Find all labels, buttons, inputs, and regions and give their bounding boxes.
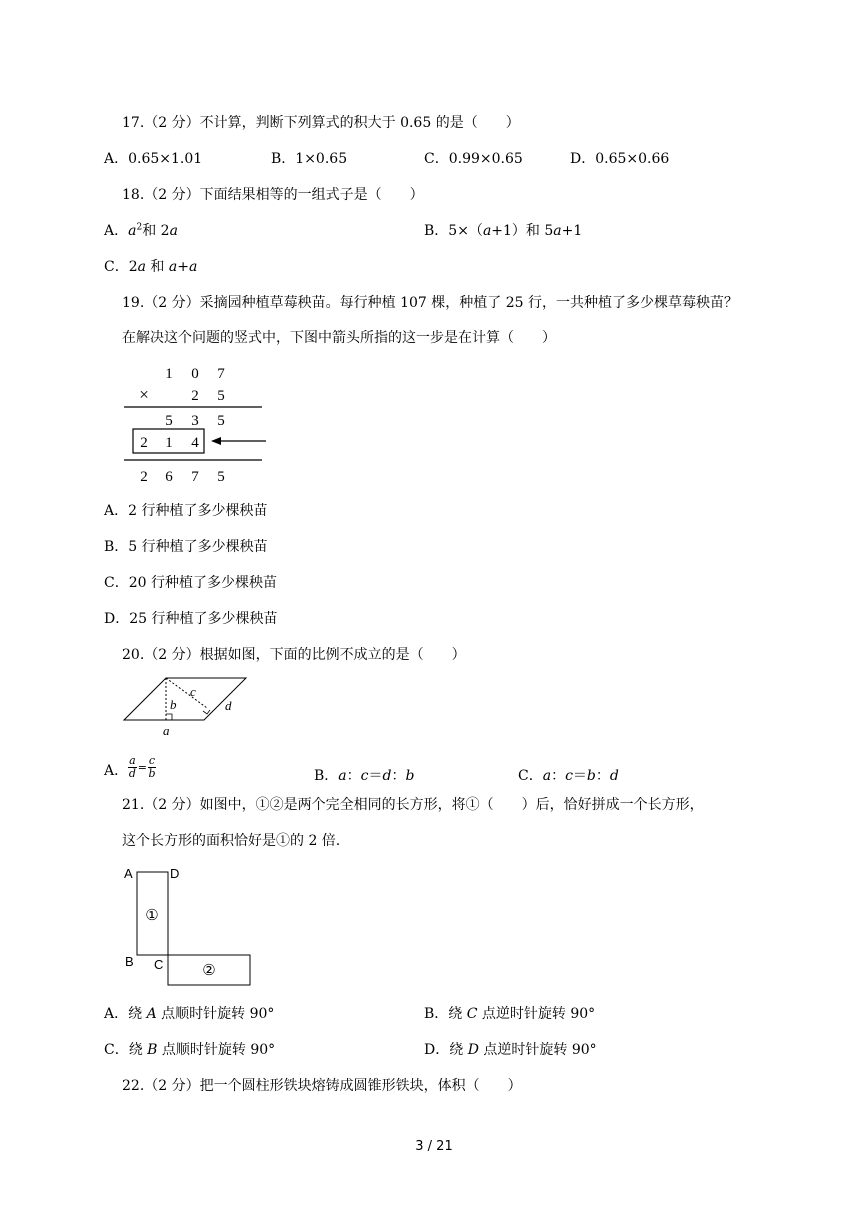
q17-stem: 17.（2 分）不计算，判断下列算式的积大于 0.65 的是（ ） bbox=[122, 115, 520, 131]
q21-stem-line1: 21.（2 分）如图中，①②是两个完全相同的长方形，将①（ ）后，恰好拼成一个长方形， bbox=[122, 797, 704, 813]
calc-r3-d1: 5 bbox=[165, 413, 173, 429]
q18-option-b: B．5×（a+1）和 5a+1 bbox=[424, 223, 583, 239]
calc-r3-d2: 3 bbox=[191, 413, 199, 429]
q19-option-b: B．5 行种植了多少棵秧苗 bbox=[104, 539, 268, 555]
label-rect-1: ① bbox=[145, 907, 159, 924]
q19-stem-line2: 在解决这个问题的竖式中，下图中箭头所指的这一步是在计算（ ） bbox=[122, 330, 556, 346]
q21-option-a: A．绕 A 点顺时针旋转 90° bbox=[104, 1006, 275, 1022]
label-C: C bbox=[154, 957, 164, 972]
calc-r5-d2: 6 bbox=[165, 469, 173, 485]
calc-r5-d3: 7 bbox=[191, 469, 199, 485]
label-c: c bbox=[190, 684, 196, 699]
q22-stem: 22.（2 分）把一个圆柱形铁块熔铸成圆锥形铁块，体积（ ） bbox=[122, 1078, 522, 1094]
calc-times: × bbox=[139, 385, 149, 404]
label-a: a bbox=[163, 723, 170, 738]
q17-option-d: D．0.65×0.66 bbox=[570, 151, 670, 167]
label-A: A bbox=[124, 866, 133, 881]
q17-option-a: A．0.65×1.01 bbox=[104, 151, 203, 167]
calc-r4-d3: 4 bbox=[191, 435, 199, 451]
q17-option-c: C．0.99×0.65 bbox=[424, 151, 523, 167]
q20-stem: 20.（2 分）根据如图，下面的比例不成立的是（ ） bbox=[122, 647, 466, 663]
calc-r5-d4: 5 bbox=[217, 469, 225, 485]
label-B: B bbox=[125, 954, 134, 969]
calc-r4-d2: 1 bbox=[165, 435, 173, 451]
calc-r2-d1: 2 bbox=[191, 388, 199, 404]
calc-r1-d2: 0 bbox=[191, 366, 199, 382]
q20-parallelogram-figure bbox=[120, 672, 255, 742]
page-number: 3 / 21 bbox=[415, 1139, 453, 1154]
q21-rectangles-figure bbox=[120, 862, 260, 992]
q21-stem-line2: 这个长方形的面积恰好是①的 2 倍. bbox=[122, 833, 341, 849]
q18-option-c: C．2a 和 a+a bbox=[104, 259, 198, 275]
calc-r1-d3: 7 bbox=[217, 366, 225, 382]
q18-stem: 18.（2 分）下面结果相等的一组式子是（ ） bbox=[122, 187, 424, 203]
q20-option-b: B．a：c＝d：b bbox=[314, 768, 415, 784]
q20-option-a: A． $\frac{a}{d}$ = $\frac{c}{b}$ bbox=[104, 754, 156, 780]
q21-option-c: C．绕 B 点顺时针旋转 90° bbox=[104, 1042, 276, 1058]
label-b: b bbox=[170, 697, 177, 712]
label-D: D bbox=[170, 866, 180, 881]
calc-r4-d1: 2 bbox=[140, 435, 148, 451]
arrow-head bbox=[211, 437, 221, 445]
q19-stem-line1: 19.（2 分）采摘园种植草莓秧苗。每行种植 107 棵，种植了 25 行，一共种植了多少棵草莓秧苗？ bbox=[122, 295, 738, 311]
calc-r5-d1: 2 bbox=[140, 469, 148, 485]
q19-vertical-multiplication bbox=[120, 360, 280, 490]
q19-option-d: D．25 行种植了多少棵秧苗 bbox=[104, 611, 278, 627]
q18-option-a: A．$a^2$和 2a bbox=[104, 222, 178, 239]
label-rect-2: ② bbox=[202, 962, 216, 979]
calc-r3-d3: 5 bbox=[217, 413, 225, 429]
q21-option-b: B．绕 C 点逆时针旋转 90° bbox=[424, 1006, 596, 1022]
calc-r2-d2: 5 bbox=[217, 388, 225, 404]
q17-option-b: B．1×0.65 bbox=[271, 151, 348, 167]
q21-option-d: D．绕 D 点逆时针旋转 90° bbox=[424, 1042, 597, 1058]
label-d: d bbox=[225, 698, 232, 713]
q19-option-a: A．2 行种植了多少棵秧苗 bbox=[104, 503, 268, 519]
q20-option-c: C．a：c＝b：d bbox=[518, 768, 619, 784]
calc-r1-d1: 1 bbox=[165, 366, 173, 382]
q19-option-c: C．20 行种植了多少棵秧苗 bbox=[104, 575, 277, 591]
